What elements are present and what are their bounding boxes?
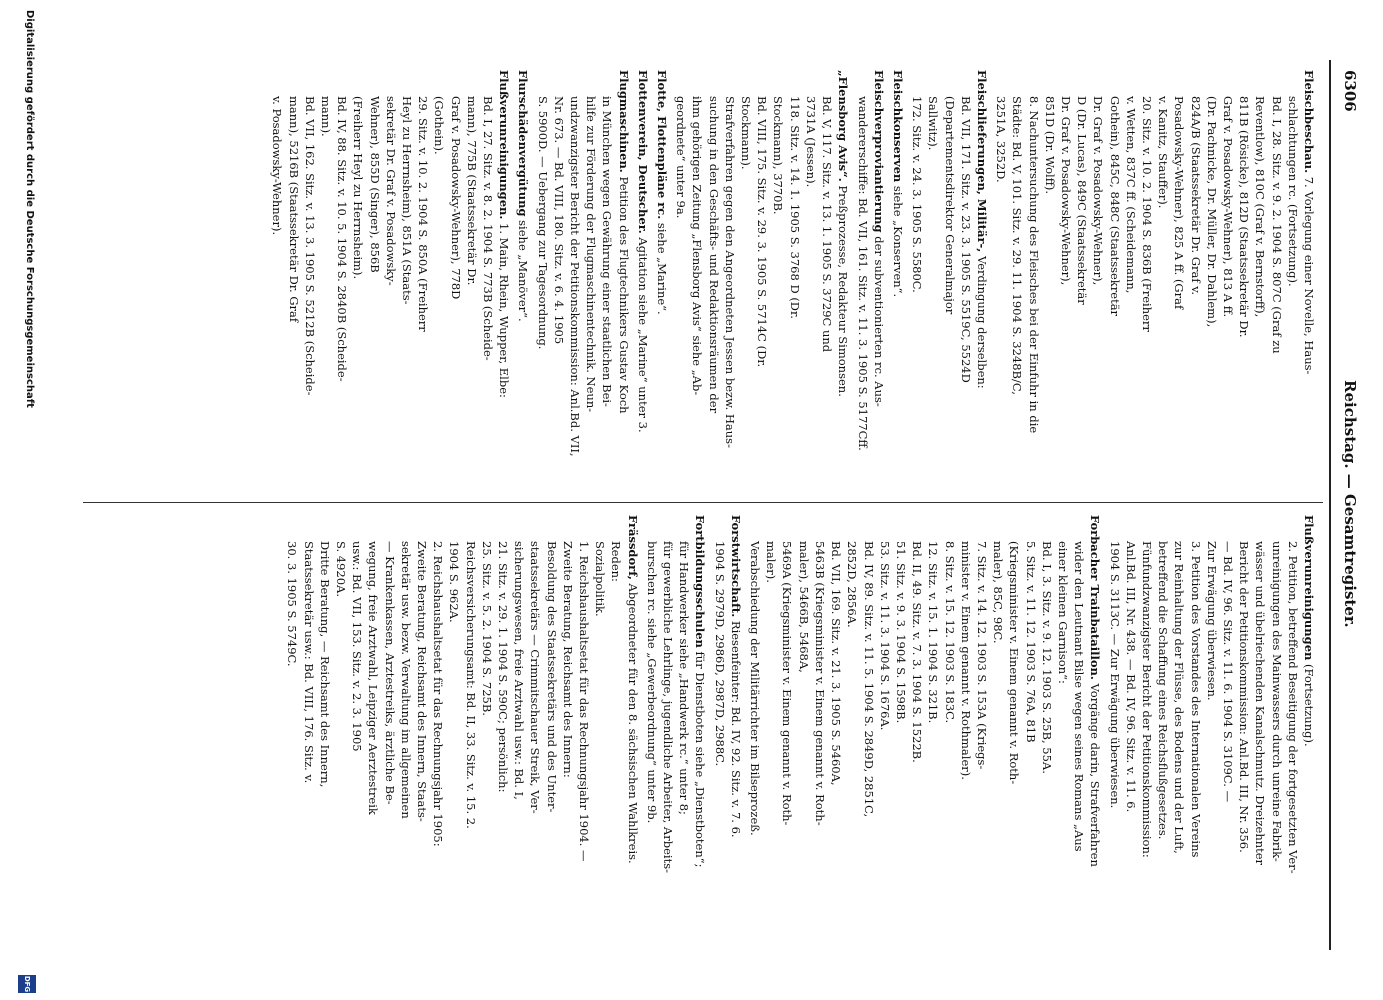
entry-line: 1904 S. 2979D, 2986D, 2987D, 2988C. — [712, 541, 727, 767]
index-entry — [747, 515, 1103, 940]
index-entry — [854, 70, 886, 490]
index-entry — [654, 70, 670, 490]
entry-heading: Flotte, Flottenpläne rc. — [655, 70, 670, 220]
entry-line: 51. Sitz. v. 9. 3. 1904 S. 1598B. — [893, 541, 908, 724]
entry-line: Preßprozesse, Redakteur Simonsen. — [836, 181, 851, 397]
entry-line: ihm gehörigen Zeitung „Flensborg Avis“ siehe „Ab- — [690, 96, 705, 396]
entry-line: 7. Vorlegung einer Novelle, Haus- — [1302, 173, 1316, 375]
entry-line: mann). — [319, 96, 334, 137]
entry-line: usw.: Bd. VII, 153. Sitz. v. 2. 3. 1905 — [350, 541, 365, 752]
entry-line: 824A/B (Staatssekretär Dr. Graf v. — [1188, 96, 1203, 296]
entry-line: Besoldung des Staatssekretärs und des Unter- — [544, 541, 559, 813]
entry-line: Dritte Beratung, — Reichsamt des Innern, — [317, 541, 332, 788]
entry-line: 7. Sitz. v. 14. 12. 1903 S. 153A (Kriegs- — [974, 541, 989, 770]
entry-line: Zur Erwägung überwiesen. — [1204, 541, 1219, 701]
index-entry — [515, 70, 531, 490]
entry-line: (Freiherr Heyl zu Herrnsheim). — [351, 96, 366, 280]
entry-line: staatssekretärs — Crimmitschauer Streik, Ver- — [528, 541, 543, 814]
entry-line: für Handwerker siehe „Handwerk rc.“ unter 8; — [677, 541, 692, 815]
entry-heading: Fortbildungsschulen — [693, 515, 708, 648]
entry-line: siehe „Manöver“. — [516, 216, 531, 322]
page-number: 6306 — [1341, 70, 1359, 112]
entry-line: für Dienstboten siehe „Dienstboten“; — [693, 647, 708, 868]
entry-line: hilfe zur Förderung der Flugmaschinentechnik. Neun- — [584, 96, 599, 413]
entry-line: undzwanzigster Bericht der Petitionskommission: Anl.Bd. VII, — [568, 96, 583, 457]
entry-line: Agitation siehe „Marine“ unter 3. — [635, 233, 650, 433]
entry-line: 3731A (Jessen). — [803, 96, 818, 188]
entry-line: Reden: — [609, 541, 624, 582]
entry-line: 21. Sitz. v. 29. 1. 1904 S. 590C; persönlich: — [496, 541, 511, 793]
entry-line: S. 5900D. — Uebergang zur Tagesordnung. — [535, 96, 550, 350]
entry-line: Bd. II, 49. Sitz. v. 7. 3. 1904 S. 1522B. — [910, 541, 925, 763]
entry-line: siehe „Konserven“. — [890, 182, 905, 298]
index-entry — [673, 70, 851, 490]
index-entry — [1106, 515, 1317, 940]
entry-line: 811B (Rösicke), 812D (Staatssekretär Dr. — [1237, 96, 1252, 338]
entry-line: S. 4920A. — [334, 541, 349, 598]
entry-line: wässer und übelriechenden Kanalschmutz. Dreizehnter — [1253, 541, 1268, 866]
entry-line: Zweite Beratung, Reichsamt des Innern: — [560, 541, 575, 778]
entry-line: Bd. I, 28. Sitz. v. 9. 2. 1904 S. 807C (Graf zu — [1269, 96, 1284, 354]
page-footer — [14, 0, 38, 1000]
entry-line: Vorgänge darin, Strafverfahren — [1088, 679, 1103, 867]
entry-line: 12. Sitz. v. 15. 1. 1904 S. 321B. — [926, 541, 941, 724]
entry-line: 29. Sitz. v. 10. 2. 1904 S. 850A (Freiherr — [416, 96, 431, 332]
entry-line: Bd. I, 27. Sitz. v. 8. 2. 1904 S. 773B (Scheide- — [481, 96, 496, 361]
entry-heading: Frässdorf, — [625, 515, 640, 580]
index-entry — [534, 70, 631, 490]
entry-line: (Departementsdirektor Generalmajor — [942, 96, 957, 315]
entry-line: 3. Petition des Vorstandes des Internationalen Vereins — [1188, 541, 1203, 858]
entry-line: 1904 S. 3113C. — Zur Erwägung überwiesen. — [1107, 541, 1122, 809]
entry-line: — Bd. IV, 96. Sitz. v. 11. 6. 1904 S. 3109C. — — [1220, 541, 1235, 803]
entry-line: 118. Sitz. v. 14. 1. 1905 S. 3768 D (Dr. — [787, 96, 802, 319]
entry-line: suchung in den Geschäfts- und Redaktionsräumen der — [706, 96, 721, 414]
entry-line: Anl.Bd. III, Nr. 438. — Bd. IV, 96. Sitz. v. 11. 6. — [1123, 541, 1138, 813]
entry-line: 30. 3. 1905 S. 5749C. — [285, 541, 300, 667]
entry-heading: Forstwirtschaft. — [728, 515, 743, 618]
entry-line: (Dr. Pachnicke, Dr. Müller, Dr. Dahlem), — [1204, 96, 1219, 328]
entry-heading: Fleischverproviantierung — [871, 70, 886, 233]
footer-credit: Digitalisierung gefördert durch die Deutsche Forschungsgemeinschaft — [24, 10, 35, 408]
dfg-logo-icon: DFG — [18, 975, 36, 993]
entry-line: — Krankenkassen, Arztestreiks, ärztliche Be- — [382, 541, 397, 805]
left-column — [266, 70, 1317, 490]
entry-line: Staatssekretär usw.: Bd. VIII, 176. Sitz. v. — [301, 541, 316, 784]
running-title: Reichstag. — Gesamtregister. — [1341, 380, 1359, 628]
entry-heading: Forbacher Trainbataillon. — [1088, 515, 1103, 680]
entry-line: Wehner), 855D (Singer), 856B — [367, 96, 382, 273]
entry-line: 2852D, 2856A. — [845, 541, 860, 628]
entry-line: Heyl zu Herrnsheim), 851A (Staats- — [400, 96, 415, 305]
entry-line: 5. Sitz. v. 11. 12. 1903 S. 76A, 81B — [1023, 541, 1038, 743]
index-entry — [635, 70, 651, 490]
index-entry — [284, 515, 640, 940]
entry-line: schlachtungen rc. (Fortsetzung). — [1285, 96, 1300, 287]
entry-line: v. Kanitz, Stauffer). — [1156, 96, 1171, 209]
page-header — [1337, 70, 1363, 950]
entry-line: Bd. IV, 89. Sitz. v. 11. 5. 1904 S. 2849D, 2851C, — [861, 541, 876, 818]
entry-line: (Kriegsminister v. Einem genannt v. Roth- — [1007, 541, 1022, 785]
entry-line: Verabschiedung der Militärrichter im Bilseprozeß. — [748, 541, 763, 836]
entry-line: (Fortsetzung). — [1302, 660, 1316, 747]
entry-heading: Flußverunreinigungen — [1302, 515, 1316, 661]
entry-line: Stockmann), 3770B. — [771, 96, 786, 215]
entry-line: Bd. V, 117. Sitz. v. 13. 1. 1905 S. 3729C und — [820, 96, 835, 353]
entry-line: 1. Reichshaushaltsetat für das Rechnungsjahr 1904. — — [577, 541, 592, 862]
entry-line: Zweite Beratung, Reichsamt des Innern, Staats- — [415, 541, 430, 822]
entry-line: minister v. Einem genannt v. Rothmaler). — [958, 541, 973, 780]
entry-line: Reichsversicherungsamt: Bd. II, 33. Sitz. v. 15. 2. — [463, 541, 478, 829]
entry-line: 25. Sitz. v. 5. 2. 1904 S. 725B. — [479, 541, 494, 716]
entry-line: 1904 S. 962A. — [447, 541, 462, 623]
entry-line: 5463B (Kriegsminister v. Einem genannt v. Roth- — [812, 541, 827, 826]
index-entry — [909, 70, 990, 490]
entry-line: Nr. 673. — Bd. VIII, 180. Sitz. v. 6. 4. 1905 — [551, 96, 566, 345]
entry-heading: Flurschädenvergütung — [516, 70, 531, 217]
entry-line: v. Wetten, 837C ff. (Scheidemann, — [1123, 96, 1138, 294]
entry-line: Petition des Flugtechnikers Gustav Koch — [616, 172, 631, 414]
entry-line: Graf v. Posadowsky-Wehner), 778D — [448, 96, 463, 300]
index-entry — [890, 70, 906, 490]
entry-line: Dr. Graf v. Posadowsky-Wehner), — [1058, 96, 1073, 286]
entry-heading: Fleischlieferungen, Militär-, — [974, 70, 989, 253]
entry-line: Bd. VII, 171. Sitz. v. 23. 3. 1905 S. 5519C, 5524D — [958, 96, 973, 383]
entry-line: Fünfundzwanzigster Bericht der Petitionskommission: — [1139, 541, 1154, 858]
index-entry — [711, 515, 743, 940]
entry-line: einer kleinen Garnison“: — [1055, 541, 1070, 684]
entry-heading: Fleischkonserven — [890, 70, 905, 183]
entry-line: wandererschiffe: Bd. VII, 161. Sitz. v. 11. 3. 1905 S. 5177Cff. — [855, 96, 870, 451]
entry-line: burschen rc. siehe „Gewerbeordnung“ unter 9b. — [644, 541, 659, 824]
entry-line: unreinigungen des Mainwassers durch unreine Fabrik- — [1269, 541, 1284, 862]
column-divider — [83, 502, 1323, 503]
entry-line: Strafverfahren gegen den Angeordneten Jessen bezw. Haus- — [722, 96, 737, 448]
entry-line: Bd. VIII, 175. Sitz. v. 29. 3. 1905 S. 5714C (Dr. — [755, 96, 770, 368]
entry-line: 851D (Dr. Wolff). — [1042, 96, 1057, 195]
entry-line: maler), 5466B, 5468A, — [796, 541, 811, 673]
entry-line: Gothein), 845C, 848C (Staatssekretär — [1107, 96, 1122, 317]
entry-line: wider den Leutnant Bilse wegen seines Romans „Aus — [1072, 541, 1087, 852]
entry-heading: Flottenverein, Deutscher. — [635, 70, 650, 234]
entry-line: 172. Sitz. v. 24. 3. 1905 S. 5580C. — [910, 96, 925, 293]
entry-line: 2. Petition, betreffend Beseitigung der fortgesetzten Ver- — [1285, 541, 1300, 874]
entry-line: Graf v. Posadowsky-Wehner), 813 A ff. — [1220, 96, 1235, 318]
entry-line: 1. Main, Rhein, Wupper, Elbe: — [497, 219, 512, 398]
index-entry — [269, 70, 512, 490]
entry-line: Bd. I, 3. Sitz. v. 9. 12. 1903 S. 25B, 55A. — [1039, 541, 1054, 774]
entry-line: D (Dr. Lucas), 849C (Staatssekretär — [1075, 96, 1090, 305]
entry-line: siehe „Marine“. — [655, 219, 670, 315]
entry-line: zur Reinhaltung der Flüsse, des Bodens und der Luft, — [1172, 541, 1187, 854]
entry-line: Abgeordneter für den 8. sächsischen Wahlkreis. — [625, 579, 640, 864]
entry-heading: Flußverunreinigungen. — [497, 70, 512, 220]
entry-line: mann), 775B (Staatssekretär Dr. — [464, 96, 479, 286]
entry-line: in München wegen Gewährung einer staatlichen Bei- — [600, 96, 615, 407]
entry-line: 5469A (Kriegsminister v. Einem genannt v. Roth- — [780, 541, 795, 826]
index-entry — [993, 70, 1317, 490]
entry-line: Reventlow), 810C (Graf v. Bernstorff), — [1253, 96, 1268, 318]
entry-line: der subventionierten rc. Aus- — [871, 232, 886, 407]
entry-line: Bericht der Petitionskommission: Anl.Bd. III, Nr. 356. — [1237, 541, 1252, 853]
entry-line: v. Posadowsky-Wehner). — [270, 96, 285, 236]
entry-line: sicherungswesen, freie Arztwahl usw.: Bd. I, — [512, 541, 527, 800]
entry-line: Stockmann). — [739, 96, 754, 170]
right-column — [281, 515, 1317, 940]
header-rule — [1329, 60, 1331, 950]
entry-line: maler). — [764, 541, 779, 583]
entry-line: Bd. VII, 169. Sitz. v. 21. 3. 1905 S. 5460A, — [829, 541, 844, 786]
entry-line: 3251A, 3252D. — [994, 96, 1009, 183]
entry-heading: Flugmaschinen. — [616, 70, 631, 173]
entry-line: Städte: Bd. V, 101. Sitz. v. 29. 11. 1904 S. 3248B/C, — [1010, 96, 1025, 395]
entry-line: 8. Nachuntersuchung des Fleisches bei der Einfuhr in die — [1026, 96, 1041, 434]
entry-line: sekretär Dr. Graf v. Posadowsky- — [383, 96, 398, 286]
entry-line: maler), 85C, 98C. — [991, 541, 1006, 644]
entry-line: sekretär usw. bezw. Verwaltung im allgemeinen — [398, 541, 413, 819]
entry-line: 53. Sitz. v. 11. 3. 1904 S. 1676A. — [877, 541, 892, 731]
entry-heading: Fleischbeschau. — [1302, 70, 1316, 174]
entry-line: (Gothein). — [432, 96, 447, 155]
entry-line: Verdingung derselben: — [974, 252, 989, 389]
entry-line: geordnete“ unter 9a. — [674, 96, 689, 219]
entry-line: 2. Reichshaushaltsetat für das Rechnungsjahr 1905: — [431, 541, 446, 847]
entry-line: Posadowsky-Wehner), 825 A ff. (Graf — [1172, 96, 1187, 310]
entry-line: Bd. VII, 162. Sitz. v. 13. 3. 1905 S. 5212B (Scheide- — [302, 96, 317, 396]
entry-line: 20. Sitz. v. 10. 2. 1904 S. 836B (Freiherr — [1139, 96, 1154, 332]
entry-line: Bd. IV, 88. Sitz. v. 10. 5. 1904 S. 2840B (Scheide- — [335, 96, 350, 382]
entry-line: wegung, freie Arztwahl, Leipziger Aerztestreik — [366, 541, 381, 815]
entry-heading: „Flensborg Avis“. — [836, 70, 851, 182]
entry-line: mann), 5216B (Staatssekretär Dr. Graf — [286, 96, 301, 323]
entry-line: betreffend die Schaffung eines Reichsflußgesetzes. — [1156, 541, 1171, 840]
entry-line: für gewerbliche Lehrlinge, jugendliche Arbeiter, Arbeits- — [661, 541, 676, 873]
index-entry — [644, 515, 709, 940]
entry-line: Sallwitz). — [926, 96, 941, 151]
entry-line: 8. Sitz. v. 15. 12. 1903 S. 183C. — [942, 541, 957, 724]
entry-line: Sozialpolitik. — [593, 541, 608, 617]
entry-line: Riesenfeinter: Bd. IV, 92. Sitz. v. 7. 6. — [728, 617, 743, 838]
entry-line: Dr. Graf v. Posadowsky-Wehner), — [1091, 96, 1106, 286]
